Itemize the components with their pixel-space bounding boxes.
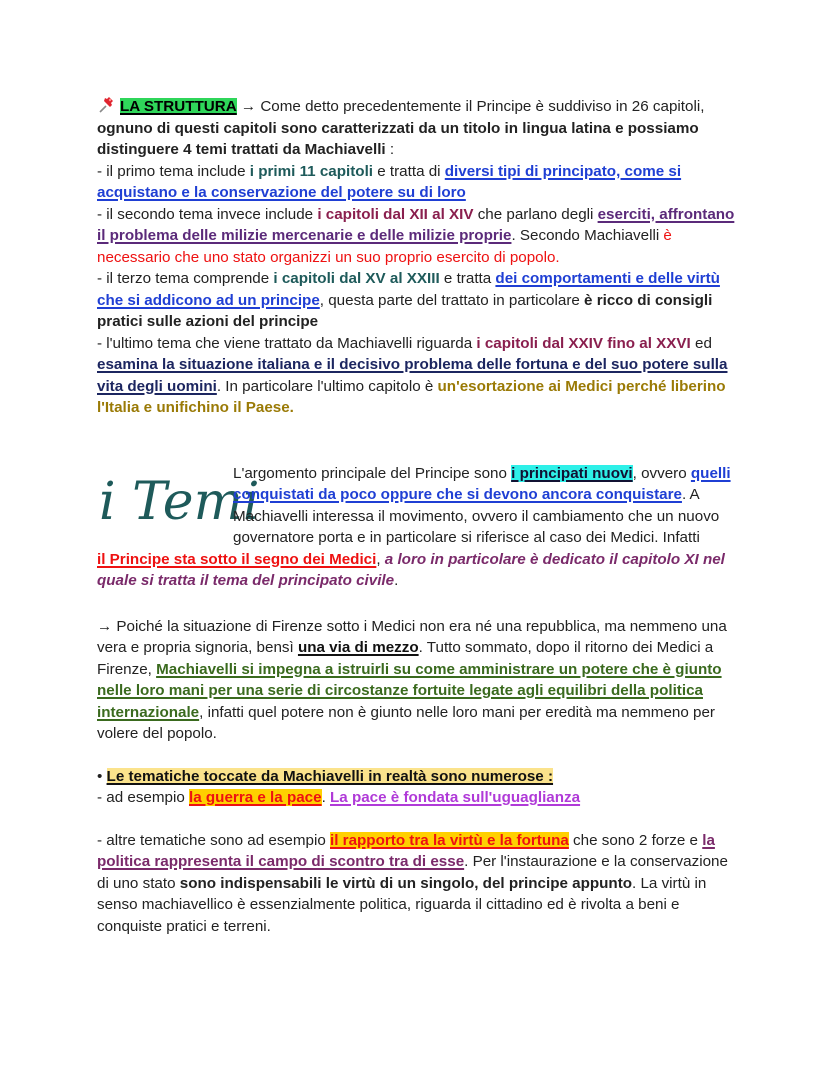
temi-intro-cont: . A Machiavelli interessa il movimento, ovvero il cambiamento che un nuovo governatore porta e in particolare si riferisce al caso dei Medici. Infatti xyxy=(233,486,720,546)
temi-script-title xyxy=(97,461,260,549)
theme-one: - il primo tema include i primi 11 capitoli e tratta di diversi tipi di principato, come si acquistano e la conservazione del potere su di loro xyxy=(97,162,682,201)
firenze-paragraph: → Poiché la situazione di Firenze sotto i Medici non era né una repubblica, ma nemmeno una vera e propria signoria, bensì una via di mezzo. Tutto sommato, dopo il ritorno dei Medici a Firenze, Machiavelli si impegna a istruirli su come amministrare un potere che è giunto nelle loro mani per una serie di circostanze fortuite legate agli equilibri della politica internazionale, infatti quel potere non è giunto nelle loro mani per eredità ma nemmeno per volere del popolo. xyxy=(97,617,727,742)
svg-text:i Temi: i Temi xyxy=(99,471,260,532)
theme-two: - il secondo tema invece include i capitoli dal XII al XIV che parlano degli eserciti, affrontano il problema delle milizie mercenarie e delle milizie proprie. Secondo Machiavelli è necessario che uno stato organizzi un suo proprio esercito di popolo. xyxy=(97,205,735,266)
tematiche-example-one: - ad esempio la guerra e la pace. La pace è fondata sull'uguaglianza xyxy=(97,789,581,806)
temi-medici: il Principe sta sotto il segno dei Medici, a loro in particolare è dedicato il capitolo XI nel quale si tratta il tema del principato civile. xyxy=(97,550,725,589)
theme-four: - l'ultimo tema che viene trattato da Machiavelli riguarda i capitoli dal XXIV fino al XXVI ed esamina la situazione italiana e il decisivo problema delle fortuna e del suo potere sulla vita degli uomini. In particolare l'ultimo capitolo è un'esortazione ai Medici perché liberino l'Italia e unifichino il Paese. xyxy=(97,334,728,416)
tematiche-heading: • Le tematiche toccate da Machiavelli in realtà sono numerose : xyxy=(97,767,554,785)
temi-intro: L'argomento principale del Principe sono i principati nuovi, ovvero quelli conquistati da poco oppure che si devono ancora conquistare. A Machiavelli interessa il movimento, ovvero il cambiamento che un nuovo governatore porta e in particolare si riferisce al caso dei Medici. Infatti xyxy=(233,464,731,546)
structure-intro: LA STRUTTURA → Come detto precedentemente il Principe è suddiviso in 26 capitoli, ognuno di questi capitoli sono caratterizzati da un titolo in lingua latina e possiamo distinguere 4 temi trattati da Machiavelli : xyxy=(97,98,705,158)
structure-heading: LA STRUTTURA xyxy=(120,98,237,115)
tematiche-example-two: - altre tematiche sono ad esempio il rapporto tra la virtù e la fortuna che sono 2 forze e la politica rappresenta il campo di scontro tra di esse. Per l'instaurazione e la conservazione di uno stato sono indispensabili le virtù di un singolo, del principe appunto. La virtù in senso machiavellico è essenzialmente politica, riguarda il cittadino ed è rivolta a beni e conquiste pratici e terreni. xyxy=(97,831,728,935)
document-page xyxy=(97,96,737,937)
pushpin-icon xyxy=(97,97,115,113)
temi-section xyxy=(97,461,737,549)
theme-three: - il terzo tema comprende i capitoli dal XV al XXIII e tratta dei comportamenti e delle virtù che si addicono ad un principe, questa parte del trattato in particolare è ricco di consigli pratici sulle azioni del principe xyxy=(97,270,720,330)
